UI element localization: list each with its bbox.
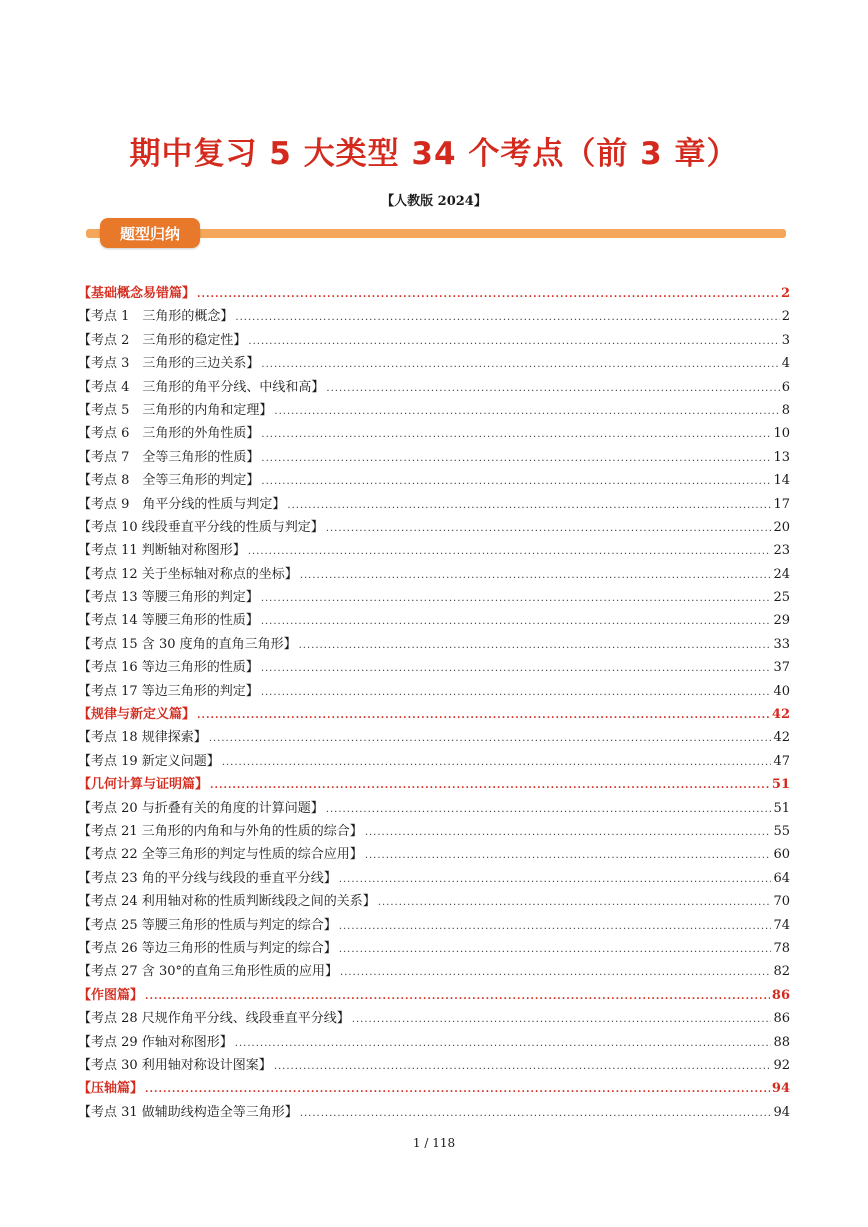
toc-dot-leader <box>235 306 779 329</box>
toc-entry[interactable] <box>78 469 790 492</box>
toc-section-entry[interactable] <box>78 984 790 1007</box>
toc-dot-leader <box>197 704 770 727</box>
toc-dot-leader <box>145 985 770 1008</box>
toc-section-entry[interactable] <box>78 703 790 726</box>
toc-entry[interactable] <box>78 609 790 632</box>
toc-entry[interactable] <box>78 563 790 586</box>
toc-dot-leader <box>299 634 772 657</box>
toc-entry[interactable] <box>78 633 790 656</box>
toc-dot-leader <box>145 1078 770 1101</box>
toc-entry-label: 【考点 29 作轴对称图形】 <box>78 1034 233 1050</box>
toc-dot-leader <box>197 283 779 306</box>
toc-entry-page: 51 <box>773 800 790 816</box>
toc-entry[interactable] <box>78 656 790 679</box>
toc-entry[interactable] <box>78 820 790 843</box>
toc-entry[interactable] <box>78 914 790 937</box>
toc-entry-page: 51 <box>771 777 790 793</box>
toc-dot-leader <box>222 751 772 774</box>
toc-entry[interactable] <box>78 305 790 328</box>
toc-entry-label: 【考点 17 等边三角形的判定】 <box>78 683 259 699</box>
toc-dot-leader <box>274 400 779 423</box>
toc-entry-label: 【考点 19 新定义问题】 <box>78 753 220 769</box>
page-title: 期中复习 5 大类型 34 个考点（前 3 章） <box>129 136 739 172</box>
toc-entry[interactable] <box>78 680 790 703</box>
toc-entry-label: 【考点 15 含 30 度角的直角三角形】 <box>78 636 297 652</box>
toc-entry-label: 【考点 3 三角形的三边关系】 <box>78 356 260 372</box>
toc-entry-label: 【考点 23 角的平分线与线段的垂直平分线】 <box>78 870 337 886</box>
toc-entry-page: 25 <box>773 590 790 606</box>
toc-entry-label: 【考点 27 含 30°的直角三角形性质的应用】 <box>78 964 338 980</box>
toc-entry[interactable] <box>78 867 790 890</box>
edition-label: 【人教版 2024】 <box>381 194 487 209</box>
toc-dot-leader <box>287 494 771 517</box>
toc-entry-label: 【规律与新定义篇】 <box>78 707 196 723</box>
toc-dot-leader <box>235 1032 772 1055</box>
toc-entry-label: 【考点 7 全等三角形的性质】 <box>78 449 260 465</box>
toc-dot-leader <box>300 1102 772 1125</box>
toc-entry-page: 20 <box>773 519 790 535</box>
toc-entry[interactable] <box>78 726 790 749</box>
toc-entry-page: 55 <box>773 823 790 839</box>
toc-entry-page: 2 <box>781 309 790 325</box>
toc-entry-label: 【考点 28 尺规作角平分线、线段垂直平分线】 <box>78 1011 350 1027</box>
toc-entry-label: 【基础概念易错篇】 <box>78 286 196 301</box>
toc-entry-label: 【考点 1 三角形的概念】 <box>78 309 234 325</box>
toc-entry[interactable] <box>78 1101 790 1124</box>
toc-entry-page: 6 <box>781 379 790 395</box>
toc-section-entry[interactable] <box>78 1077 790 1100</box>
toc-entry-page: 17 <box>773 496 790 512</box>
toc-entry-label: 【考点 9 角平分线的性质与判定】 <box>78 496 286 512</box>
section-banner: 题型归纳 <box>100 218 200 248</box>
toc-entry[interactable] <box>78 586 790 609</box>
toc-dot-leader <box>248 330 779 353</box>
toc-entry[interactable] <box>78 960 790 983</box>
toc-entry[interactable] <box>78 329 790 352</box>
toc-dot-leader <box>378 891 772 914</box>
toc-entry-page: 94 <box>773 1104 790 1120</box>
page-number: 1 / 118 <box>412 1136 456 1150</box>
toc-dot-leader <box>365 844 772 867</box>
toc-dot-leader <box>352 1008 772 1031</box>
toc-dot-leader <box>261 587 772 610</box>
toc-dot-leader <box>326 798 772 821</box>
toc-entry-label: 【考点 6 三角形的外角性质】 <box>78 426 260 442</box>
toc-entry-page: 74 <box>773 917 790 933</box>
toc-entry-page: 94 <box>771 1081 790 1097</box>
toc-entry-label: 【考点 2 三角形的稳定性】 <box>78 332 247 348</box>
toc-dot-leader <box>300 564 772 587</box>
toc-entry-label: 【几何计算与证明篇】 <box>78 777 209 793</box>
toc-entry-page: 14 <box>773 473 790 489</box>
toc-dot-leader <box>261 470 771 493</box>
toc-entry-page: 64 <box>773 870 790 886</box>
toc-dot-leader <box>261 681 772 704</box>
toc-entry-label: 【考点 25 等腰三角形的性质与判定的综合】 <box>78 917 337 933</box>
toc-dot-leader <box>339 868 772 891</box>
toc-entry-label: 【考点 26 等边三角形的性质与判定的综合】 <box>78 940 337 956</box>
toc-dot-leader <box>209 727 772 750</box>
toc-entry-page: 24 <box>773 566 790 582</box>
toc-entry-page: 33 <box>773 636 790 652</box>
toc-entry[interactable] <box>78 843 790 866</box>
toc-entry-page: 2 <box>780 286 790 301</box>
toc-entry-page: 3 <box>781 332 790 348</box>
toc-entry[interactable] <box>78 1054 790 1077</box>
toc-entry[interactable] <box>78 422 790 445</box>
toc-entry-label: 【压轴篇】 <box>78 1081 144 1097</box>
toc-entry-page: 82 <box>773 964 790 980</box>
toc-entry[interactable] <box>78 446 790 469</box>
toc-entry-page: 70 <box>773 894 790 910</box>
toc-entry[interactable] <box>78 1007 790 1030</box>
toc-entry[interactable] <box>78 937 790 960</box>
toc-entry-page: 4 <box>781 356 790 372</box>
toc-entry-label: 【考点 22 全等三角形的判定与性质的综合应用】 <box>78 847 363 863</box>
toc-entry-page: 10 <box>773 426 790 442</box>
toc-entry-page: 78 <box>773 940 790 956</box>
toc-entry-page: 86 <box>771 987 790 1003</box>
toc-entry[interactable] <box>78 516 790 539</box>
toc-dot-leader <box>274 1055 772 1078</box>
toc-entry-label: 【考点 5 三角形的内角和定理】 <box>78 402 273 418</box>
toc-entry-label: 【考点 21 三角形的内角和与外角的性质的综合】 <box>78 823 363 839</box>
toc-entry-label: 【考点 30 利用轴对称设计图案】 <box>78 1057 272 1073</box>
toc-entry-page: 92 <box>773 1057 790 1073</box>
toc-entry[interactable] <box>78 399 790 422</box>
toc-entry-page: 42 <box>773 730 790 746</box>
toc-entry[interactable] <box>78 750 790 773</box>
toc-section-entry[interactable] <box>78 773 790 796</box>
toc-entry-page: 8 <box>781 402 790 418</box>
toc-dot-leader <box>248 540 772 563</box>
toc-dot-leader <box>365 821 772 844</box>
toc-entry-label: 【考点 13 等腰三角形的判定】 <box>78 590 259 606</box>
toc-entry[interactable] <box>78 1031 790 1054</box>
table-of-contents <box>78 282 790 1124</box>
toc-entry-label: 【考点 20 与折叠有关的角度的计算问题】 <box>78 800 324 816</box>
toc-entry[interactable] <box>78 890 790 913</box>
toc-dot-leader <box>261 423 771 446</box>
toc-entry[interactable] <box>78 539 790 562</box>
toc-dot-leader <box>261 447 771 470</box>
toc-entry-label: 【考点 10 线段垂直平分线的性质与判定】 <box>78 519 324 535</box>
toc-entry-label: 【作图篇】 <box>78 987 144 1003</box>
toc-dot-leader <box>326 517 772 540</box>
toc-entry-page: 60 <box>773 847 790 863</box>
toc-entry[interactable] <box>78 493 790 516</box>
toc-section-entry[interactable] <box>78 282 790 305</box>
toc-dot-leader <box>339 938 772 961</box>
toc-dot-leader <box>339 915 772 938</box>
toc-entry-page: 29 <box>773 613 790 629</box>
toc-dot-leader <box>261 353 779 376</box>
toc-entry[interactable] <box>78 376 790 399</box>
toc-dot-leader <box>261 610 772 633</box>
toc-dot-leader <box>210 774 770 797</box>
toc-entry-page: 47 <box>773 753 790 769</box>
toc-entry-page: 37 <box>773 660 790 676</box>
toc-dot-leader <box>326 377 779 400</box>
toc-entry-label: 【考点 12 关于坐标轴对称点的坐标】 <box>78 566 298 582</box>
toc-entry-label: 【考点 16 等边三角形的性质】 <box>78 660 259 676</box>
toc-entry-label: 【考点 24 利用轴对称的性质判断线段之间的关系】 <box>78 894 376 910</box>
toc-entry[interactable] <box>78 797 790 820</box>
toc-entry-page: 86 <box>773 1011 790 1027</box>
toc-entry-label: 【考点 4 三角形的角平分线、中线和高】 <box>78 379 325 395</box>
toc-entry-label: 【考点 18 规律探索】 <box>78 730 207 746</box>
toc-entry-label: 【考点 8 全等三角形的判定】 <box>78 473 260 489</box>
toc-entry-page: 42 <box>771 707 790 723</box>
toc-entry-page: 88 <box>773 1034 790 1050</box>
toc-entry-page: 13 <box>773 449 790 465</box>
toc-entry[interactable] <box>78 352 790 375</box>
toc-entry-page: 40 <box>773 683 790 699</box>
toc-entry-label: 【考点 31 做辅助线构造全等三角形】 <box>78 1104 298 1120</box>
toc-entry-label: 【考点 11 判断轴对称图形】 <box>78 543 246 559</box>
toc-dot-leader <box>261 657 772 680</box>
toc-dot-leader <box>340 961 771 984</box>
toc-entry-page: 23 <box>773 543 790 559</box>
toc-entry-label: 【考点 14 等腰三角形的性质】 <box>78 613 259 629</box>
